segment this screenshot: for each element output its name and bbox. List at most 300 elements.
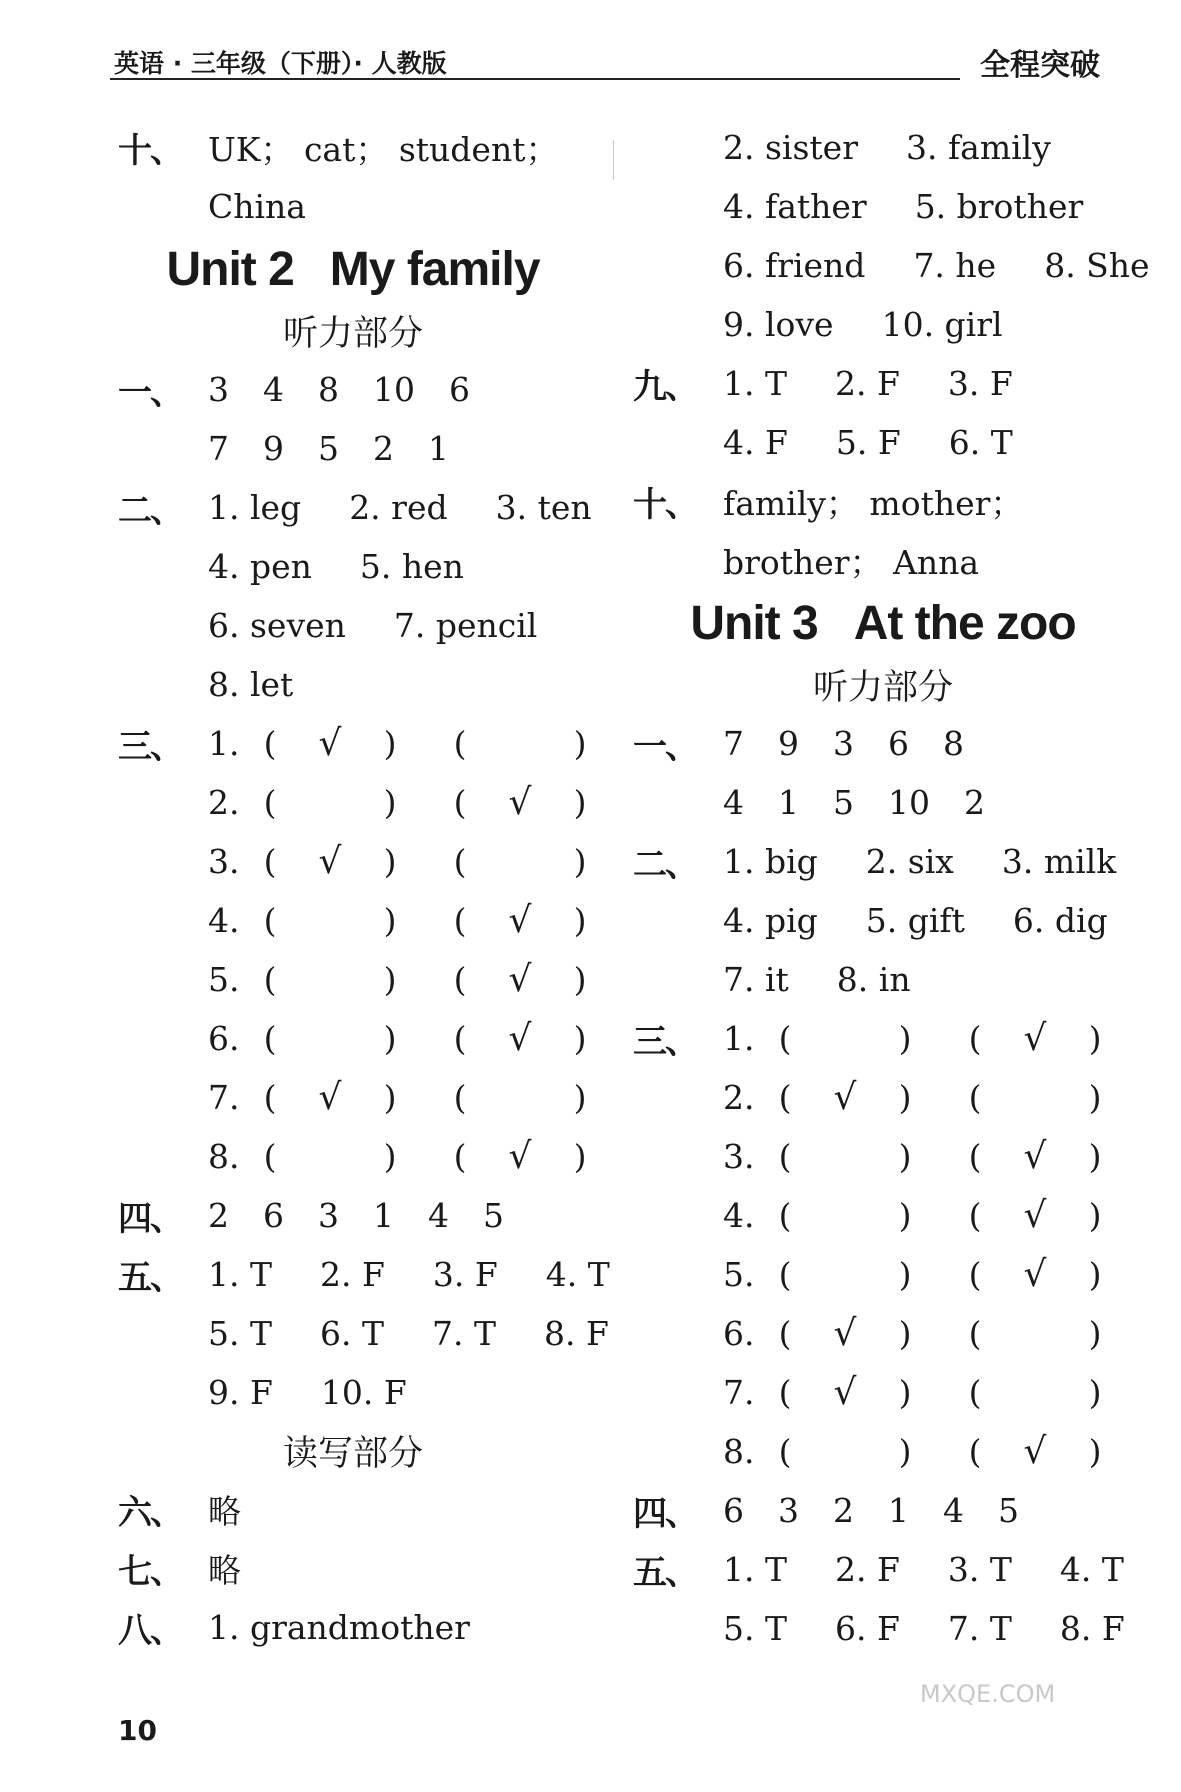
open-paren: (	[453, 1137, 467, 1176]
item-number: 4.	[208, 901, 240, 940]
listening-heading: 听力部分	[812, 668, 953, 708]
watermark: MXQE.COM	[920, 1680, 1056, 1708]
section-2-row	[633, 950, 1133, 1009]
answer-item: 2. F	[320, 1255, 385, 1294]
check-item	[723, 1313, 1155, 1354]
section-2-row	[118, 596, 588, 655]
row-content	[723, 1136, 1155, 1177]
item-number: 5.	[208, 960, 240, 999]
answer-item: 9. F	[208, 1373, 273, 1412]
page-number: 10	[118, 1714, 157, 1747]
answer-item: 9	[778, 724, 799, 763]
check-mark: √	[1023, 1195, 1047, 1236]
answer-parentheses	[260, 1137, 450, 1176]
answer-item: 4. T	[545, 1255, 610, 1294]
section-marker: 二、	[633, 845, 697, 885]
answer-item: 8. in	[836, 960, 911, 999]
row-content	[208, 723, 640, 764]
answer-item: 4	[428, 1196, 449, 1235]
answer-item: 10	[373, 370, 415, 409]
header-brand: 全程突破	[980, 48, 1100, 83]
open-paren: (	[263, 724, 277, 763]
close-paren: )	[898, 1432, 912, 1471]
header-book-title: 英语 · 三年级（下册）· 人教版	[114, 49, 447, 78]
section-2-row	[118, 478, 592, 537]
answer-parentheses	[450, 1078, 640, 1117]
answer-parentheses	[965, 1018, 1155, 1059]
check-item	[723, 1195, 1155, 1236]
answer-item: 2. sister	[723, 128, 858, 167]
section-10-row	[633, 531, 1133, 590]
section-4-row	[633, 1481, 1133, 1540]
check-row	[633, 1304, 1133, 1363]
right-column	[633, 118, 1150, 1658]
item-number: 4.	[723, 1196, 755, 1235]
close-paren: )	[1088, 1137, 1102, 1176]
answer-parentheses	[260, 960, 450, 999]
check-item	[723, 1018, 1155, 1059]
row-content	[723, 783, 985, 822]
answer-item: 7. T	[947, 1609, 1012, 1648]
check-item	[208, 1018, 640, 1059]
open-paren: (	[778, 1019, 792, 1058]
open-paren: (	[778, 1314, 792, 1353]
answer-line: 略	[208, 1551, 241, 1590]
row-content	[723, 1431, 1155, 1472]
check-mark: √	[508, 959, 532, 1000]
check-row	[118, 950, 588, 1009]
section-marker: 十、	[118, 131, 182, 171]
answer-parentheses	[450, 900, 640, 941]
section-4-row	[118, 1186, 588, 1245]
answer-item: 5	[833, 783, 854, 822]
item-number: 2.	[723, 1078, 755, 1117]
row-content	[723, 364, 1013, 403]
check-item	[208, 959, 640, 1000]
unit-2-title	[118, 236, 588, 302]
check-row	[633, 1009, 1133, 1068]
section-10-row	[633, 472, 1133, 531]
answer-item: 1. T	[723, 1550, 787, 1589]
answer-line: 略	[208, 1492, 241, 1531]
row-content	[723, 724, 964, 763]
answer-parentheses	[965, 1078, 1155, 1117]
answer-item: 7	[723, 724, 744, 763]
open-paren: (	[968, 1255, 982, 1294]
answer-item: 6	[263, 1196, 284, 1235]
row-content	[208, 841, 640, 882]
answer-item: 7. he	[913, 246, 997, 285]
check-item	[723, 1077, 1155, 1118]
section-marker: 六、	[118, 1493, 182, 1533]
answer-item: 2	[964, 783, 985, 822]
close-paren: )	[898, 1255, 912, 1294]
item-number: 3.	[208, 842, 240, 881]
section-6-row	[118, 1480, 588, 1539]
item-number: 3.	[723, 1137, 755, 1176]
section-marker: 五、	[118, 1258, 182, 1298]
check-mark: √	[833, 1313, 857, 1354]
unit-number: Unit 2	[166, 242, 294, 296]
row-content	[723, 1313, 1155, 1354]
check-item	[208, 782, 640, 823]
row-content	[208, 1136, 640, 1177]
section-8-cont-row	[633, 236, 1150, 295]
answer-parentheses	[260, 783, 450, 822]
answer-item: 10. girl	[881, 305, 1003, 344]
answer-item: 7. pencil	[393, 606, 538, 645]
close-paren: )	[383, 901, 397, 940]
section-1-row	[633, 773, 1133, 832]
close-paren: )	[898, 1019, 912, 1058]
row-content	[723, 305, 1003, 344]
open-paren: (	[263, 901, 277, 940]
open-paren: (	[453, 724, 467, 763]
answer-item: 8. let	[208, 665, 294, 704]
row-content	[723, 537, 979, 584]
close-paren: )	[383, 960, 397, 999]
answer-item: 2. F	[835, 364, 900, 403]
close-paren: )	[383, 1078, 397, 1117]
check-row	[118, 773, 588, 832]
open-paren: (	[778, 1373, 792, 1412]
open-paren: (	[968, 1137, 982, 1176]
open-paren: (	[778, 1078, 792, 1117]
row-content	[723, 1254, 1155, 1295]
row-content	[723, 1077, 1155, 1118]
row-content	[208, 1077, 640, 1118]
section-marker: 七、	[118, 1552, 182, 1592]
open-paren: (	[778, 1432, 792, 1471]
section-10-row	[118, 177, 588, 236]
answer-item: 7. T	[432, 1314, 496, 1353]
answer-item: 8	[318, 370, 339, 409]
row-content	[723, 1372, 1155, 1413]
section-marker: 三、	[118, 727, 182, 767]
section-marker: 八、	[118, 1611, 182, 1651]
section-5-row	[118, 1245, 610, 1304]
row-content	[723, 246, 1150, 285]
section-1-row	[633, 714, 1133, 773]
open-paren: (	[453, 1019, 467, 1058]
open-paren: (	[778, 1255, 792, 1294]
check-row	[118, 1127, 588, 1186]
answer-item: 4. T	[1059, 1550, 1124, 1589]
answer-item: 5. hen	[359, 547, 464, 586]
answer-item: 5. gift	[865, 901, 965, 940]
row-content	[208, 1486, 241, 1533]
section-5-row	[633, 1599, 1133, 1658]
section-7-row	[118, 1539, 588, 1598]
row-content	[208, 124, 558, 171]
section-1-row	[118, 419, 588, 478]
close-paren: )	[898, 1373, 912, 1412]
row-content	[208, 1314, 609, 1353]
row-content	[208, 1196, 504, 1235]
answer-item: 1	[888, 1491, 909, 1530]
answer-parentheses	[965, 1254, 1155, 1295]
answer-item: 1. T	[208, 1255, 272, 1294]
answer-item: 4. father	[723, 187, 867, 226]
answer-parentheses	[450, 959, 640, 1000]
answer-item: 2. six	[865, 842, 954, 881]
answer-item: 5. T	[723, 1609, 787, 1648]
check-row	[118, 832, 588, 891]
unit-name: My family	[329, 242, 540, 296]
row-content	[208, 1373, 407, 1412]
row-content	[208, 782, 640, 823]
row-content	[723, 1195, 1155, 1236]
open-paren: (	[968, 1432, 982, 1471]
answer-item: 2	[373, 429, 394, 468]
section-2-row	[633, 832, 1133, 891]
row-content	[208, 429, 449, 468]
answer-parentheses	[260, 723, 450, 764]
row-content	[723, 128, 1051, 167]
row-content	[723, 1018, 1155, 1059]
answer-line: 1. grandmother	[208, 1608, 470, 1647]
answer-item: 4. pig	[723, 901, 818, 940]
check-row	[118, 1009, 588, 1068]
section-1-row	[118, 360, 588, 419]
row-content	[208, 187, 306, 226]
section-marker: 四、	[118, 1199, 182, 1239]
answer-item: 3. milk	[1001, 842, 1117, 881]
answer-parentheses	[775, 1372, 965, 1413]
answer-item: 5	[318, 429, 339, 468]
answer-item: 10. F	[320, 1373, 407, 1412]
check-item	[723, 1431, 1155, 1472]
open-paren: (	[263, 1019, 277, 1058]
unit-3-title	[633, 590, 1133, 656]
header-rule	[110, 78, 960, 80]
row-content	[208, 959, 640, 1000]
page-header	[110, 40, 1100, 83]
row-content	[208, 547, 464, 586]
answer-item: 4	[263, 370, 284, 409]
row-content	[723, 842, 1116, 881]
answer-item: 6. F	[835, 1609, 900, 1648]
section-5-row	[118, 1363, 588, 1422]
answer-item: 5	[998, 1491, 1019, 1530]
open-paren: (	[263, 1137, 277, 1176]
answer-item: 5. brother	[914, 187, 1084, 226]
answer-parentheses	[965, 1373, 1155, 1412]
open-paren: (	[263, 842, 277, 881]
close-paren: )	[573, 724, 587, 763]
answer-item: 6	[723, 1491, 744, 1530]
row-content	[208, 1255, 610, 1294]
answer-item: 3. F	[432, 1255, 498, 1294]
answer-parentheses	[775, 1077, 965, 1118]
item-number: 5.	[723, 1255, 755, 1294]
close-paren: )	[1088, 1314, 1102, 1353]
section-8-cont-row	[633, 118, 1133, 177]
listening-heading: 听力部分	[282, 314, 423, 354]
open-paren: (	[968, 1019, 982, 1058]
check-item	[723, 1136, 1155, 1177]
close-paren: )	[1088, 1373, 1102, 1412]
close-paren: )	[383, 783, 397, 822]
answer-item: 2	[833, 1491, 854, 1530]
open-paren: (	[778, 1137, 792, 1176]
answer-item: 1. T	[723, 364, 787, 403]
answer-item: 1	[428, 429, 449, 468]
answer-parentheses	[775, 1432, 965, 1471]
section-marker: 九、	[633, 367, 697, 407]
check-mark: √	[318, 841, 342, 882]
answer-parentheses	[450, 724, 640, 763]
item-number: 1.	[208, 724, 240, 763]
open-paren: (	[778, 1196, 792, 1235]
item-number: 2.	[208, 783, 240, 822]
check-row	[633, 1068, 1133, 1127]
answer-item: 6. T	[948, 423, 1013, 462]
check-mark: √	[1023, 1431, 1047, 1472]
close-paren: )	[573, 842, 587, 881]
close-paren: )	[898, 1314, 912, 1353]
close-paren: )	[383, 842, 397, 881]
section-marker: 一、	[633, 727, 697, 767]
check-mark: √	[318, 723, 342, 764]
answer-item: 3. ten	[495, 488, 592, 527]
answer-parentheses	[965, 1136, 1155, 1177]
section-marker: 十、	[633, 485, 697, 525]
row-content	[208, 606, 537, 645]
section-marker: 四、	[633, 1494, 697, 1534]
answer-item: 3	[318, 1196, 339, 1235]
answer-item: 4. F	[723, 423, 788, 462]
item-number: 8.	[723, 1432, 755, 1471]
check-mark: √	[318, 1077, 342, 1118]
open-paren: (	[453, 842, 467, 881]
check-row	[633, 1186, 1133, 1245]
close-paren: )	[898, 1137, 912, 1176]
close-paren: )	[1088, 1019, 1102, 1058]
answer-item: 6	[888, 724, 909, 763]
row-content	[208, 1018, 640, 1059]
check-row	[633, 1245, 1133, 1304]
open-paren: (	[453, 960, 467, 999]
answer-item: 5	[483, 1196, 504, 1235]
section-5-row	[118, 1304, 609, 1363]
check-item	[208, 723, 640, 764]
close-paren: )	[573, 1078, 587, 1117]
answer-parentheses	[775, 1019, 965, 1058]
answer-parentheses	[260, 1077, 450, 1118]
answer-item: 3	[208, 370, 229, 409]
answer-item: 3. F	[947, 364, 1013, 403]
answer-item: 4	[943, 1491, 964, 1530]
answer-item: 4. pen	[208, 547, 312, 586]
answer-item: 9	[263, 429, 284, 468]
unit-name: At the zoo	[853, 596, 1076, 650]
section-2-row	[633, 891, 1133, 950]
close-paren: )	[383, 724, 397, 763]
close-paren: )	[573, 960, 587, 999]
answer-parentheses	[965, 1314, 1155, 1353]
answer-item: 1. leg	[208, 488, 302, 527]
close-paren: )	[898, 1078, 912, 1117]
check-mark: √	[1023, 1018, 1047, 1059]
row-content	[723, 423, 1013, 462]
check-item	[208, 900, 640, 941]
row-content	[208, 1608, 470, 1647]
row-content	[723, 1491, 1019, 1530]
open-paren: (	[263, 783, 277, 822]
answer-item: 2	[208, 1196, 229, 1235]
close-paren: )	[383, 1137, 397, 1176]
section-8-row	[118, 1598, 588, 1657]
check-row	[118, 714, 588, 773]
answer-item: 2. F	[835, 1550, 900, 1589]
answer-item: 6	[449, 370, 470, 409]
close-paren: )	[573, 1137, 587, 1176]
check-mark: √	[833, 1372, 857, 1413]
answer-item: 9. love	[723, 305, 834, 344]
close-paren: )	[383, 1019, 397, 1058]
section-marker: 二、	[118, 491, 182, 531]
check-mark: √	[833, 1077, 857, 1118]
answer-item: 8	[943, 724, 964, 763]
open-paren: (	[453, 783, 467, 822]
answer-line: China	[208, 187, 306, 226]
answer-parentheses	[450, 1018, 640, 1059]
row-content	[723, 960, 911, 999]
check-row	[633, 1127, 1133, 1186]
check-mark: √	[508, 1136, 532, 1177]
close-paren: )	[1088, 1196, 1102, 1235]
section-marker: 一、	[118, 373, 182, 413]
answer-item: 3. family	[905, 128, 1051, 167]
row-content	[723, 187, 1083, 226]
open-paren: (	[968, 1078, 982, 1117]
answer-parentheses	[260, 841, 450, 882]
close-paren: )	[573, 1019, 587, 1058]
answer-item: 3. T	[947, 1550, 1012, 1589]
item-number: 6.	[208, 1019, 240, 1058]
left-column	[118, 118, 610, 1657]
answer-item: 8. She	[1044, 246, 1150, 285]
open-paren: (	[968, 1196, 982, 1235]
row-content	[208, 488, 592, 527]
row-content	[208, 370, 470, 409]
answer-parentheses	[260, 901, 450, 940]
check-mark: √	[508, 1018, 532, 1059]
section-9-row	[633, 354, 1133, 413]
answer-item: 6. friend	[723, 246, 866, 285]
row-content	[208, 1545, 241, 1592]
answer-item: 6. T	[320, 1314, 384, 1353]
answer-parentheses	[775, 1313, 965, 1354]
row-content	[208, 900, 640, 941]
answer-line: family； mother；	[723, 484, 1024, 523]
answer-item: 5. F	[835, 423, 901, 462]
answer-item: 4	[723, 783, 744, 822]
answer-item: 8. F	[1059, 1609, 1125, 1648]
answer-parentheses	[775, 1196, 965, 1235]
section-2-row	[118, 655, 588, 714]
answer-line: brother； Anna	[723, 543, 980, 582]
check-row	[118, 1068, 588, 1127]
answer-parentheses	[450, 782, 640, 823]
open-paren: (	[263, 960, 277, 999]
answer-item: 7. it	[723, 960, 789, 999]
answer-item: 5. T	[208, 1314, 272, 1353]
column-divider	[613, 140, 614, 180]
close-paren: )	[573, 901, 587, 940]
answer-parentheses	[965, 1431, 1155, 1472]
